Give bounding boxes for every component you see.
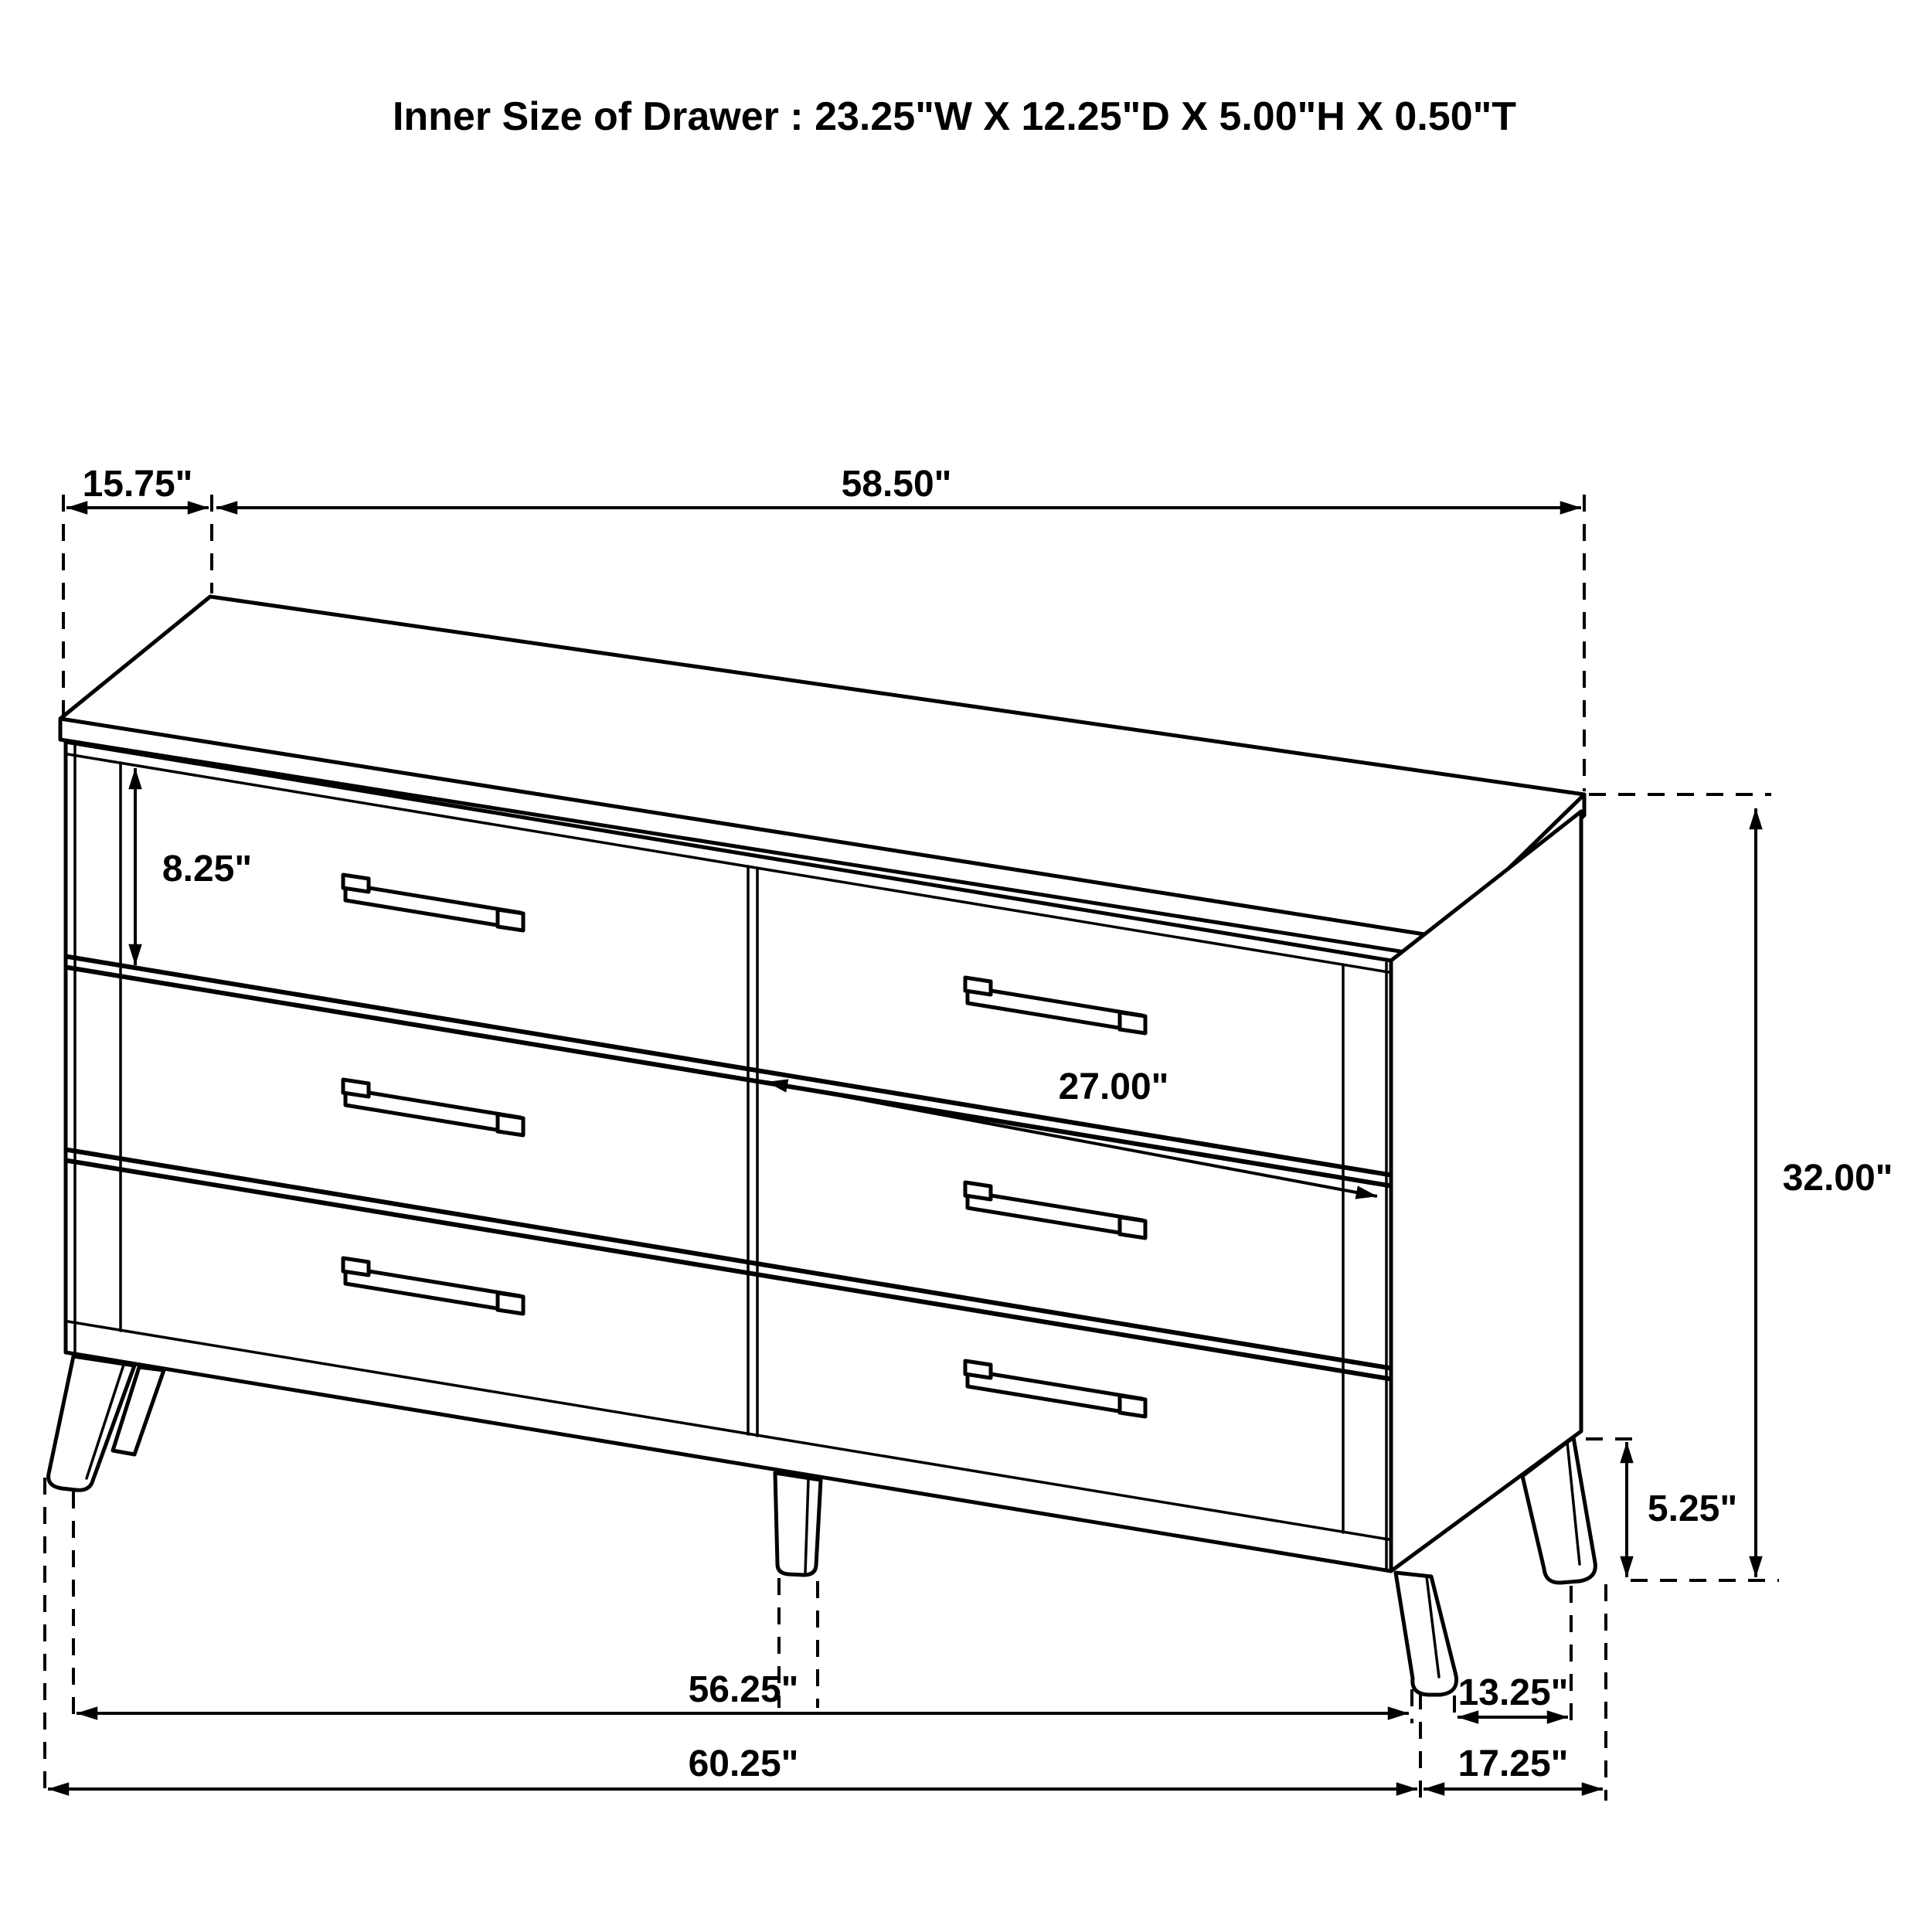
handle-right-cap bbox=[498, 910, 523, 930]
dim-footprint-depth-overall bbox=[1423, 1743, 1603, 1789]
dim-footprint-width-overall-label: 60.25" bbox=[688, 1743, 799, 1784]
handle-left-cap bbox=[343, 1258, 369, 1275]
dim-footprint-width-inner bbox=[77, 1669, 1409, 1713]
dim-top-depth-label: 15.75" bbox=[82, 464, 193, 505]
dim-drawer-front-height-label: 8.25" bbox=[162, 849, 253, 889]
dim-leg-height-label: 5.25" bbox=[1647, 1488, 1738, 1529]
dim-overall-height-label: 32.00" bbox=[1782, 1158, 1893, 1199]
page-title: Inner Size of Drawer : 23.25"W X 12.25"D X 5.00"H X 0.50"T bbox=[392, 94, 1517, 139]
dim-footprint-width-overall bbox=[48, 1743, 1417, 1789]
dresser bbox=[49, 597, 1596, 1695]
dim-footprint-depth-inner bbox=[1458, 1672, 1568, 1717]
handle-right-cap bbox=[1120, 1217, 1145, 1238]
handle-left-cap bbox=[965, 978, 991, 995]
dim-top-width-label: 58.50" bbox=[841, 464, 952, 505]
handle-right-cap bbox=[498, 1114, 523, 1135]
dim-drawer-opening-width-label: 27.00" bbox=[1058, 1066, 1169, 1107]
handle-right-cap bbox=[498, 1293, 523, 1314]
dim-leg-height bbox=[1627, 1442, 1737, 1577]
handle-right-cap bbox=[1120, 1012, 1145, 1033]
dim-footprint-width-inner-label: 56.25" bbox=[688, 1669, 799, 1710]
front-right-leg bbox=[1396, 1573, 1457, 1695]
handle-right-cap bbox=[1120, 1396, 1145, 1417]
handle-left-cap bbox=[343, 1080, 369, 1097]
handle-left-cap bbox=[965, 1182, 991, 1199]
center-leg bbox=[775, 1473, 821, 1575]
dim-top-depth bbox=[66, 464, 209, 508]
dim-footprint-depth-inner-label: 13.25" bbox=[1458, 1672, 1569, 1713]
dim-top-width bbox=[216, 464, 1581, 508]
handle-left-cap bbox=[343, 875, 369, 892]
dim-footprint-depth-overall-label: 17.25" bbox=[1458, 1743, 1569, 1784]
handle-left-cap bbox=[965, 1361, 991, 1378]
dim-overall-height bbox=[1756, 808, 1893, 1577]
